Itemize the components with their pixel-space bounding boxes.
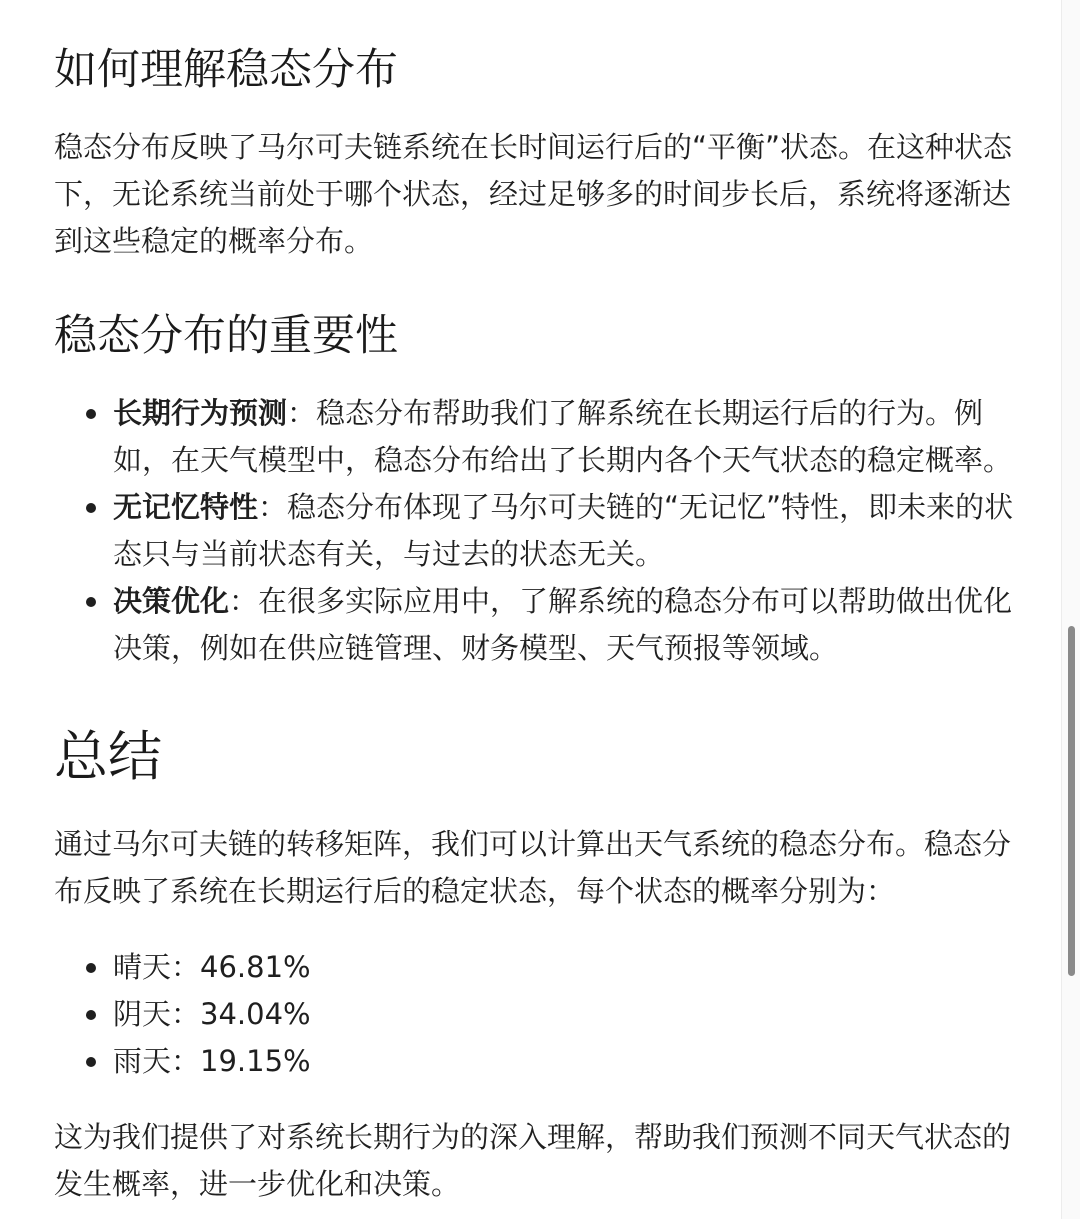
list-item (54, 1038, 554, 1085)
bullet-icon (86, 409, 96, 419)
scrollbar-thumb[interactable] (1068, 626, 1075, 976)
list-item (54, 944, 554, 991)
list-item (54, 484, 1029, 578)
list-item-text: ：稳态分布体现了马尔可夫链的“无记忆”特性，即未来的状态只与当前状态有关，与过去的状态无关。 (113, 490, 1014, 571)
bullet-icon (86, 503, 96, 513)
list-item-term: 长期行为预测 (113, 396, 288, 430)
importance-list (54, 390, 1029, 672)
section-heading-summary: 总结 (54, 725, 162, 788)
conclusion-paragraph: 这为我们提供了对系统长期行为的深入理解，帮助我们预测不同天气状态的发生概率，进一步优化和决策。 (54, 1120, 1012, 1201)
probability-sunny: 晴天：46.81% (113, 950, 311, 984)
bullet-icon (86, 1010, 96, 1020)
probability-rainy: 雨天：19.15% (113, 1044, 311, 1078)
vertical-scrollbar[interactable] (1061, 0, 1080, 1219)
list-item (54, 390, 1029, 484)
list-item-text: ：稳态分布帮助我们了解系统在长期运行后的行为。例如，在天气模型中，稳态分布给出了长期内各个天气状态的稳定概率。 (113, 396, 1013, 477)
probability-list (54, 944, 554, 1085)
list-item-text: ：在很多实际应用中，了解系统的稳态分布可以帮助做出优化决策，例如在供应链管理、财务模型、天气预报等领域。 (113, 584, 1013, 665)
section-heading-understand: 如何理解稳态分布 (54, 45, 398, 95)
list-item-term: 决策优化 (113, 584, 230, 618)
bullet-icon (86, 963, 96, 973)
list-item (54, 578, 1029, 672)
list-item (54, 991, 554, 1038)
section-heading-importance: 稳态分布的重要性 (54, 311, 398, 361)
summary-paragraph: 通过马尔可夫链的转移矩阵，我们可以计算出天气系统的稳态分布。稳态分布反映了系统在长期运行后的稳定状态，每个状态的概率分别为： (54, 827, 1012, 908)
bullet-icon (86, 597, 96, 607)
bullet-icon (86, 1057, 96, 1067)
probability-cloudy: 阴天：34.04% (113, 997, 311, 1031)
understand-paragraph: 稳态分布反映了马尔可夫链系统在长时间运行后的“平衡”状态。在这种状态下，无论系统当前处于哪个状态，经过足够多的时间步长后，系统将逐渐达到这些稳定的概率分布。 (54, 130, 1013, 258)
list-item-term: 无记忆特性 (113, 490, 259, 524)
